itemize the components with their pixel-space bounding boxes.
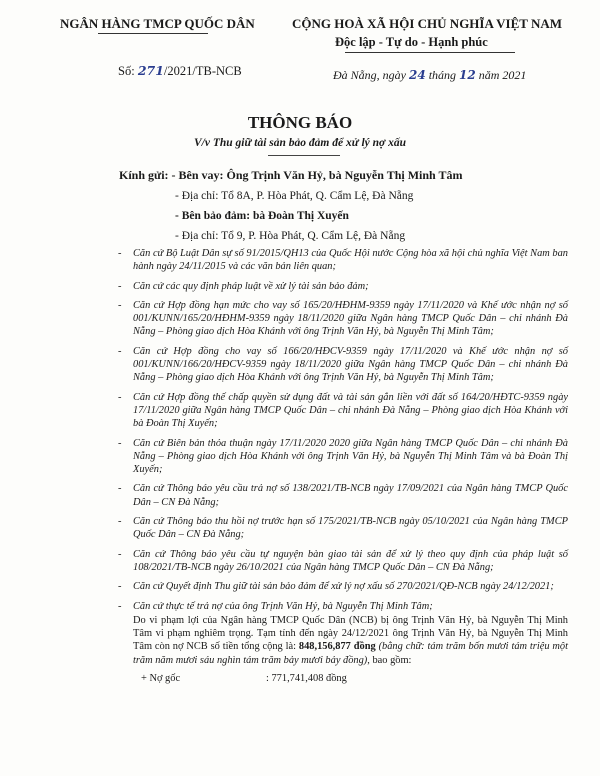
amount-in-words: (bằng chữ: tám trăm bốn mươi tám triệu một trăm năm mươi sáu nghìn tám trăm bảy mươi bảy đồng) [133,641,569,666]
recipient-address-1: - Địa chỉ: Tổ 8A, P. Hòa Phát, Q. Cẩm Lệ, Đà Nẵng [175,190,414,202]
date-day: 24 [409,68,426,82]
list-item: - Căn cứ Quyết định Thu giữ tài sản bảo đảm để xử lý nợ xấu số 270/2021/QĐ-NCB ngày 24/12/2021; [116,580,568,593]
list-item: - Căn cứ Hợp đồng thế chấp quyền sử dụng đất và tài sản gắn liền với đất số 164/20/HĐTC-9359 ngày 17/11/2020 giữa Ngân hàng TMCP Quốc Dân – chi nhánh Đà Nẵng – Phòng giao dịch Hòa Khánh với bà Đoàn Thị Xuyến; [116,391,568,431]
doc-suffix: /2021/TB-NCB [163,64,242,78]
list-item: - Căn cứ Hợp đồng cho vay số 166/20/HĐCV-9359 ngày 17/11/2020 và Khế ước nhận nợ số 001/KUNN/166/20/HĐCV-9359 ngày 18/11/2020 giữa Ngân hàng TMCP Quốc Dân – chi nhánh Đà Nẵng – Phòng giao dịch Hòa Khánh với ông Trịnh Văn Hỷ, bà Nguyễn Thị Minh Tâm; [116,345,568,385]
date-year: năm 2021 [475,68,527,82]
document-title: THÔNG BÁO [247,113,353,132]
list-item: - Căn cứ Bộ Luật Dân sự số 91/2015/QH13 của Quốc Hội nước Cộng hòa xã hội chủ nghĩa Việt Nam ban hành ngày 24/11/2015 và các văn bản liên quan; [116,247,568,274]
list-item: - Căn cứ Thông báo yêu cầu trả nợ số 138/2021/TB-NCB ngày 17/09/2021 của Ngân hàng TMCP Quốc Dân – CN Đà Nẵng; [116,482,568,509]
motto-underline [345,52,515,53]
list-item: - Căn cứ Thông báo yêu cầu tự nguyện bàn giao tài sản để xử lý theo quy định của pháp luật số 108/2021/TB-NCB ngày 26/10/2021 của Ngân hàng TMCP Quốc Dân – CN Đà Nẵng; [116,548,568,575]
doc-prefix: Số: [118,64,138,78]
list-item: - Căn cứ Hợp đồng hạn mức cho vay số 165/20/HĐHM-9359 ngày 17/11/2020 và Khế ước nhận nợ số 001/KUNN/165/20/HĐHM-9359 ngày 18/11/2020 giữa Ngân hàng TMCP Quốc Dân – chi nhánh Đà Nẵng – Phòng giao dịch Hòa Khánh với ông Trịnh Văn Hỷ, bà Nguyễn Thị Minh Tâm; [116,299,568,339]
bank-name: NGÂN HÀNG TMCP QUỐC DÂN [60,16,255,31]
bank-underline [98,33,208,34]
list-item: - Căn cứ các quy định pháp luật về xử lý tài sản bảo đảm; [116,280,568,293]
legal-basis-list [116,247,568,685]
subject-underline [268,155,340,156]
recipient-address-2: - Địa chỉ: Tổ 9, P. Hòa Phát, Q. Cẩm Lệ, Đà Nẵng [175,230,406,242]
date-month: 12 [459,68,476,82]
principal-label: + Nợ gốc [141,673,181,685]
document-number [118,63,242,79]
list-item: - Căn cứ Biên bản thỏa thuận ngày 17/11/2020 2020 giữa Ngân hàng TMCP Quốc Dân – chi nhánh Đà Nẵng – Phòng giao dịch Hòa Khánh với ông Trịnh Văn Hỷ, bà Nguyễn Thị Minh Tâm và bà Đoàn Thị Xuyến; [116,437,568,477]
body-text-end: , bao gồm: [367,654,412,666]
date-line [333,68,526,83]
guarantor-line: - Bên bảo đảm: bà Đoàn Thị Xuyến [175,210,349,222]
body-text: Do vi phạm lợi của Ngân hàng TMCP Quốc Dân (NCB) bị ông Trịnh Văn Hỷ, bà Nguyễn Thị Minh Tâm vi phạm nghiêm trọng. Tạm tính đến ngày 24/12/2021 ông Trịnh Văn Hỷ, bà Nguyễn Thị Minh Tâm còn nợ NCB số tiền tổng cộng là: [133,614,568,653]
total-amount: 848,156,877 đồng [298,641,376,653]
motto: Độc lập - Tự do - Hạnh phúc [335,35,488,49]
body-paragraph [116,614,568,667]
doc-handwritten-number: 271 [137,63,164,78]
nation-heading: CỘNG HOÀ XÃ HỘI CHỦ NGHĨA VIỆT NAM [292,16,563,31]
date-month-label: tháng [425,68,460,82]
recipient-line: Kính gửi: - Bên vay: Ông Trịnh Văn Hỷ, bà Nguyễn Thị Minh Tâm [119,168,463,182]
principal-value: : 771,741,408 đồng [266,673,347,685]
list-item: - Căn cứ Thông báo thu hồi nợ trước hạn số 175/2021/TB-NCB ngày 05/10/2021 của Ngân hàng TMCP Quốc Dân – CN Đà Nẵng; [116,515,568,542]
list-item: - Căn cứ thực tế trả nợ của ông Trịnh Văn Hỷ, bà Nguyễn Thị Minh Tâm; [116,600,568,613]
date-place: Đà Nẵng, ngày [333,68,409,82]
principal-row [116,672,568,685]
document-subject: V/v Thu giữ tài sản bảo đảm để xử lý nợ xấu [194,137,406,149]
